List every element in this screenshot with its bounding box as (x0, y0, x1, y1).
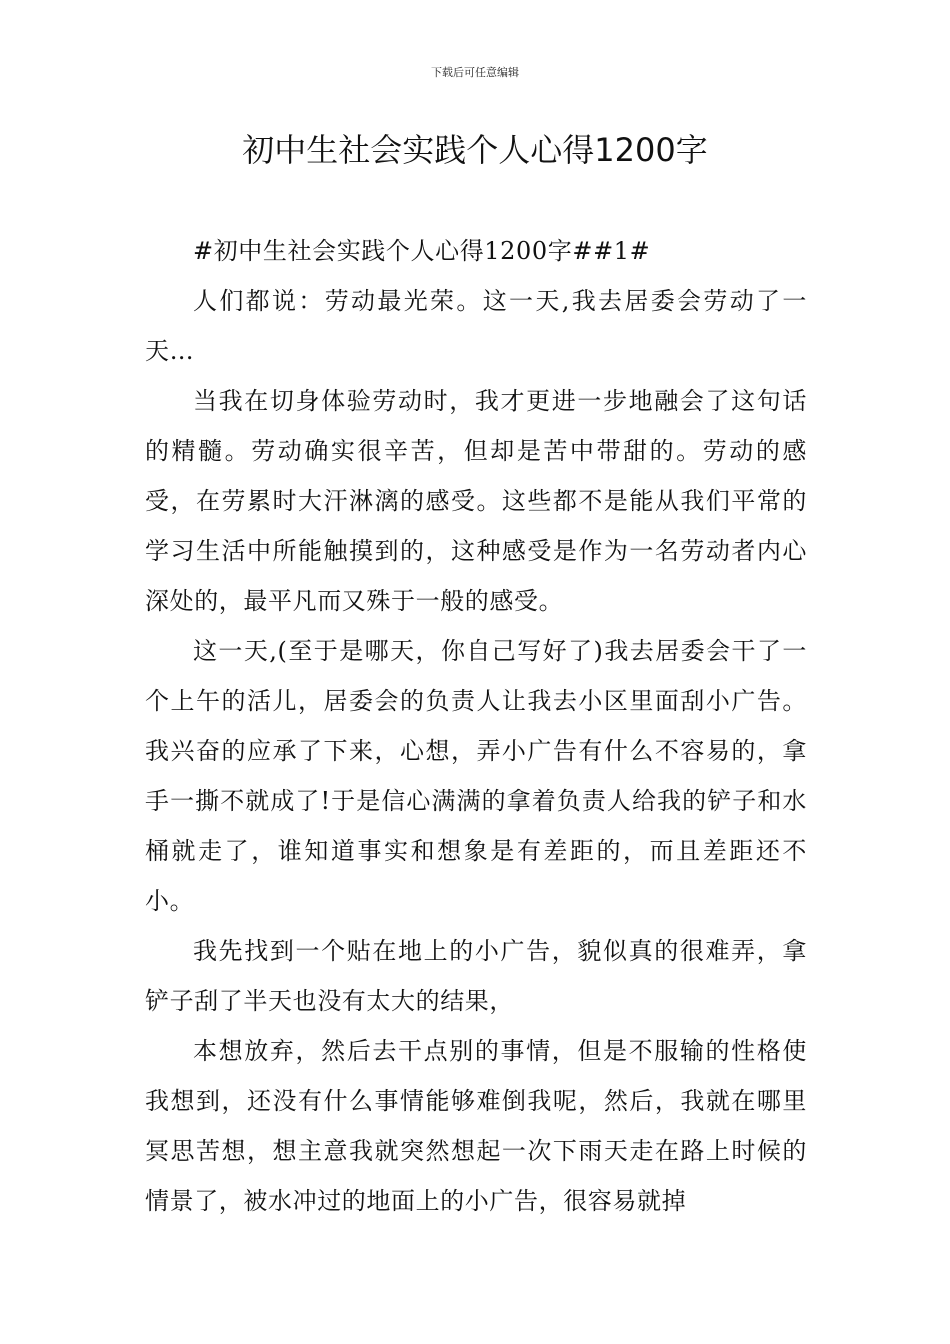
paragraph: 当我在切身体验劳动时，我才更进一步地融会了这句话的精髓。劳动确实很辛苦，但却是苦中带甜的。劳动的感受，在劳累时大汗淋漓的感受。这些都不是能从我们平常的学习生活中所能触摸到的，这种感受是作为一名劳动者内心深处的，最平凡而又殊于一般的感受。 (145, 387, 807, 615)
document-body (145, 226, 807, 1226)
document-title: 初中生社会实践个人心得1200字 (242, 131, 708, 169)
paragraph: 我先找到一个贴在地上的小广告，貌似真的很难弄，拿铲子刮了半天也没有太大的结果， (145, 937, 807, 1015)
paragraph-heading: #初中生社会实践个人心得1200字##1# (193, 237, 651, 265)
header-note: 下载后可任意编辑 (431, 66, 519, 79)
paragraph: 这一天,(至于是哪天，你自己写好了)我去居委会干了一个上午的活儿，居委会的负责人让我去小区里面刮小广告。我兴奋的应承了下来，心想，弄小广告有什么不容易的，拿手一撕不就成了!于是信心满满的拿着负责人给我的铲子和水桶就走了，谁知道事实和想象是有差距的，而且差距还不小。 (145, 637, 807, 915)
paragraph: 人们都说：劳动最光荣。这一天,我去居委会劳动了一天… (145, 287, 807, 365)
paragraph: 本想放弃，然后去干点别的事情，但是不服输的性格使我想到，还没有什么事情能够难倒我呢，然后，我就在哪里冥思苦想，想主意我就突然想起一次下雨天走在路上时候的情景了，被水冲过的地面上的小广告，很容易就掉 (145, 1037, 807, 1215)
